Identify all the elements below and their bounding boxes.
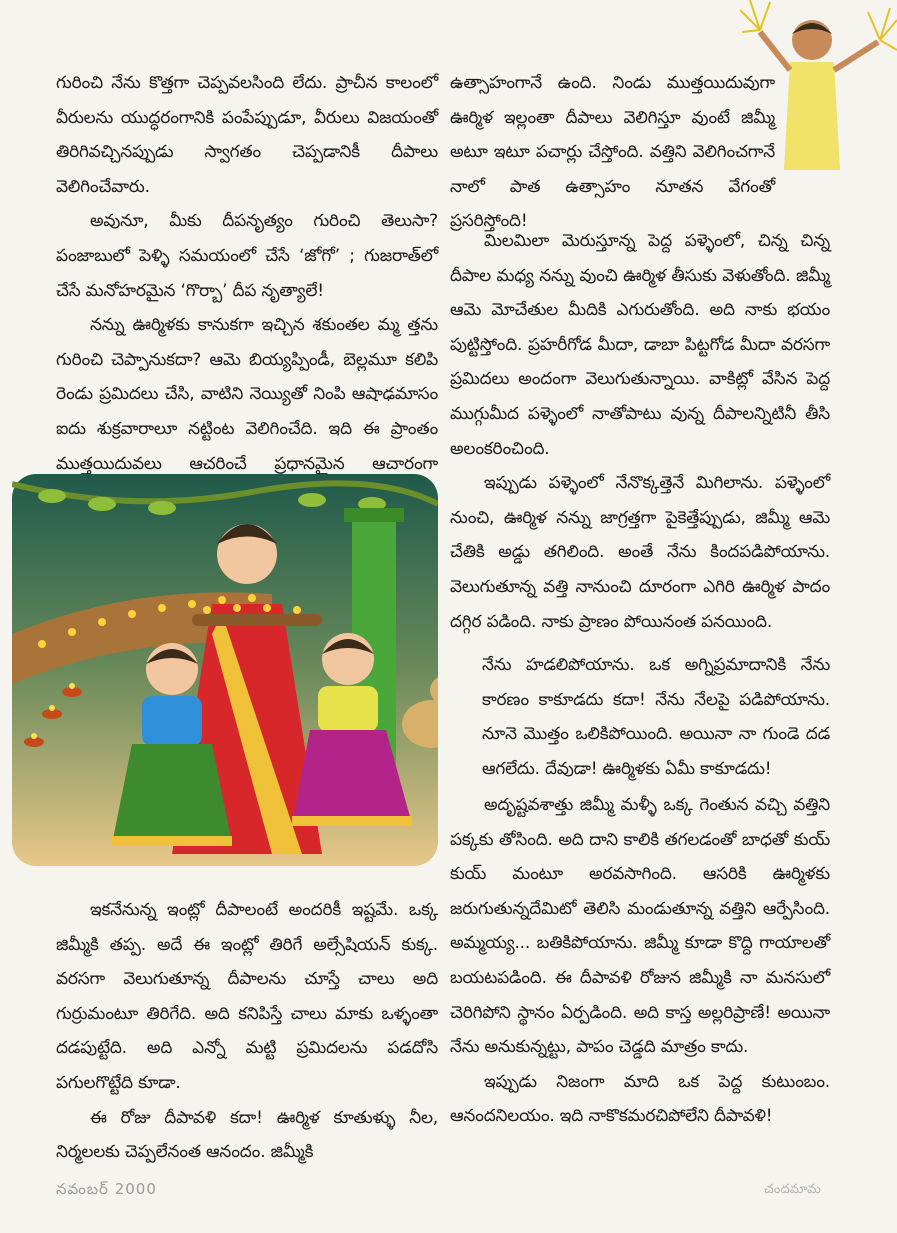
left-column-bottom (56, 893, 438, 1170)
footer-magazine-name: చందమామ (764, 1182, 821, 1197)
paragraph: ఈ రోజు దీపావళి కదా! ఊర్మిళ కూతుళ్ళు నీల, నిర్మలలకు చెప్పలేనంత ఆనందం. జిమ్మీకి (56, 1107, 438, 1163)
paragraph: ఉత్సాహంగానే ఉంది. నిండు ముత్తయిదువుగా ఊర్మిళ ఇల్లంతా దీపాలు వెలిగిస్తూ వుంటే జిమ్మీ అటూ ఇటూ పచార్లు చేస్తోంది. వత్తిని వెలిగించగానే నాలో పాత ఉత్సాహం నూతన వేగంతో ప్రసరిస్తోంది! (450, 73, 775, 232)
paragraph: ఇకనేనున్న ఇంట్లో దీపాలంటే అందరికీ ఇష్టమే. ఒక్క జిమ్మీకి తప్ప. అదే ఈ ఇంట్లో తిరిగే అల్సేషియన్ కుక్క. వరసగా వెలుగుతూన్న దీపాలను చూస్తే చాలు అది గుర్రుమంటూ తిరిగేది. అది కనిపిస్తే చాలు మాకు ఒళ్ళంతా దడపుట్టేది. అది ఎన్నో మట్టి ప్రమిదలను పడదోసి పగులగొట్టేది కూడా. (56, 900, 438, 1093)
paragraph: మిలమిలా మెరుస్తూన్న పెద్ద పళ్ళెంలో, చిన్న చిన్న దీపాల మధ్య నన్ను వుంచి ఊర్మిళ తీసుకు వెళుతోంది. జిమ్మీ ఆమె మోచేతుల మీదికి ఎగురుతోంది. అది నాకు భయం పుట్టిస్తోంది. ప్రహరీగోడ మీదా, డాబా పిట్టగోడ మీదా వరసగా ప్రమిదలు అందంగా వెలుగుతున్నాయి. వాకిట్లో వేసిన పెద్ద ముగ్గుమీద పళ్ళెంలో నాతోపాటు వున్న దీపాలన్నిటినీ తీసి అలంకరించింది. (450, 231, 831, 459)
right-column-tail (450, 788, 830, 1134)
lamp-plate (192, 614, 322, 626)
paragraph: ఇప్పుడు పళ్ళెంలో నేనొక్కత్తెనే మిగిలాను. పళ్ళెంలో నుంచి, ఊర్మిళ నన్ను జాగ్రత్తగా పైకెత్తేప్పుడు, జిమ్మీ ఆమె చేతికి అడ్డు తగిలింది. అంతే నేను కిందపడిపోయాను. వెలుగుతూన్న వత్తి నానుంచి దూరంగా ఎగిరి ఊర్మిళ పాదం దగ్గిర పడింది. నాకు ప్రాణం పోయినంత పనయింది. (450, 473, 830, 632)
left-column-top (56, 66, 438, 516)
paragraph: అదృష్టవశాత్తు జిమ్మీ మళ్ళీ ఒక్క గెంతున వచ్చి వత్తిని పక్కకు తోసింది. అది దాని కాలికి తగలడంతో బాధతో కుయ్ కుయ్ మంటూ అరవసాగింది. ఆసరికి ఊర్మిళకు జరుగుతున్నదేమిటో తెలిసి మండుతూన్న వత్తిని ఆర్పేసింది. అమ్మయ్య... బతికిపోయాను. జిమ్మీ కూడా కొద్ది గాయాలతో బయటపడింది. ఈ దీపావళి రోజున జిమ్మీకి నా మనసులో చెరిగిపోని స్థానం ఏర్పడింది. అది కాస్త అల్లరిప్రాణే! అయినా నేను అనుకున్నట్టు, పాపం చెడ్డది మాత్రం కాదు. (450, 795, 830, 1058)
right-column-indented (482, 648, 830, 786)
diwali-illustration (12, 474, 438, 866)
paragraph: నేను హడలిపోయాను. ఒక అగ్నిప్రమాదానికి నేను కారణం కాకూడదు కదా! నేను నేలపై పడిపోయాను. నూనె మొత్తం ఒలికిపోయింది. అయినా నా గుండె దడ ఆగలేదు. దేవుడా! ఊర్మిళకు ఏమీ కాకూడదు! (482, 655, 830, 779)
paragraph: నన్ను ఊర్మిళకు కానుకగా ఇచ్చిన శకుంతల మ్మ త్తను గురించి చెప్పానుకదా? ఆమె బియ్యప్పిండీ, బెల్లమూ కలిపి రెండు ప్రమిదలు చేసి, వాటిని నెయ్యితో నింపి ఆషాఢమాసం ఐదు శుక్రవారాలూ నట్టింట వెలిగించేది. ఇది ఈ ప్రాంతం ముత్తయిదువలు ఆచరించే ప్రధానమైన ఆచారంగా (56, 315, 438, 474)
right-column-top (450, 66, 775, 239)
paragraph: గురించి నేను కొత్తగా చెప్పవలసింది లేదు. ప్రాచీన కాలంలో వీరులను యుద్ధరంగానికి పంపేప్పుడూ, వీరులు విజయంతో తిరిగివచ్చినప్పుడు స్వాగతం చెప్పడానికీ దీపాలు వెలిగించేవారు. (56, 73, 438, 197)
paragraph: ఇప్పుడు నిజంగా మాది ఒక పెద్ద కుటుంబం. ఆనందనిలయం. ఇది నాకొకమరచిపోలేని దీపావళి! (450, 1071, 830, 1127)
right-column-body (450, 224, 830, 639)
paragraph: అవునూ, మీకు దీపనృత్యం గురించి తెలుసా? పంజాబులో పెళ్ళి సమయంలో చేసే ‘జోగో’ ; గుజరాత్‌లో చేసే మనోహరమైన ‘గొర్బా’ దీప నృత్యాలే! (56, 211, 438, 301)
footer-date: నవంబర్ 2000 (56, 1180, 157, 1198)
